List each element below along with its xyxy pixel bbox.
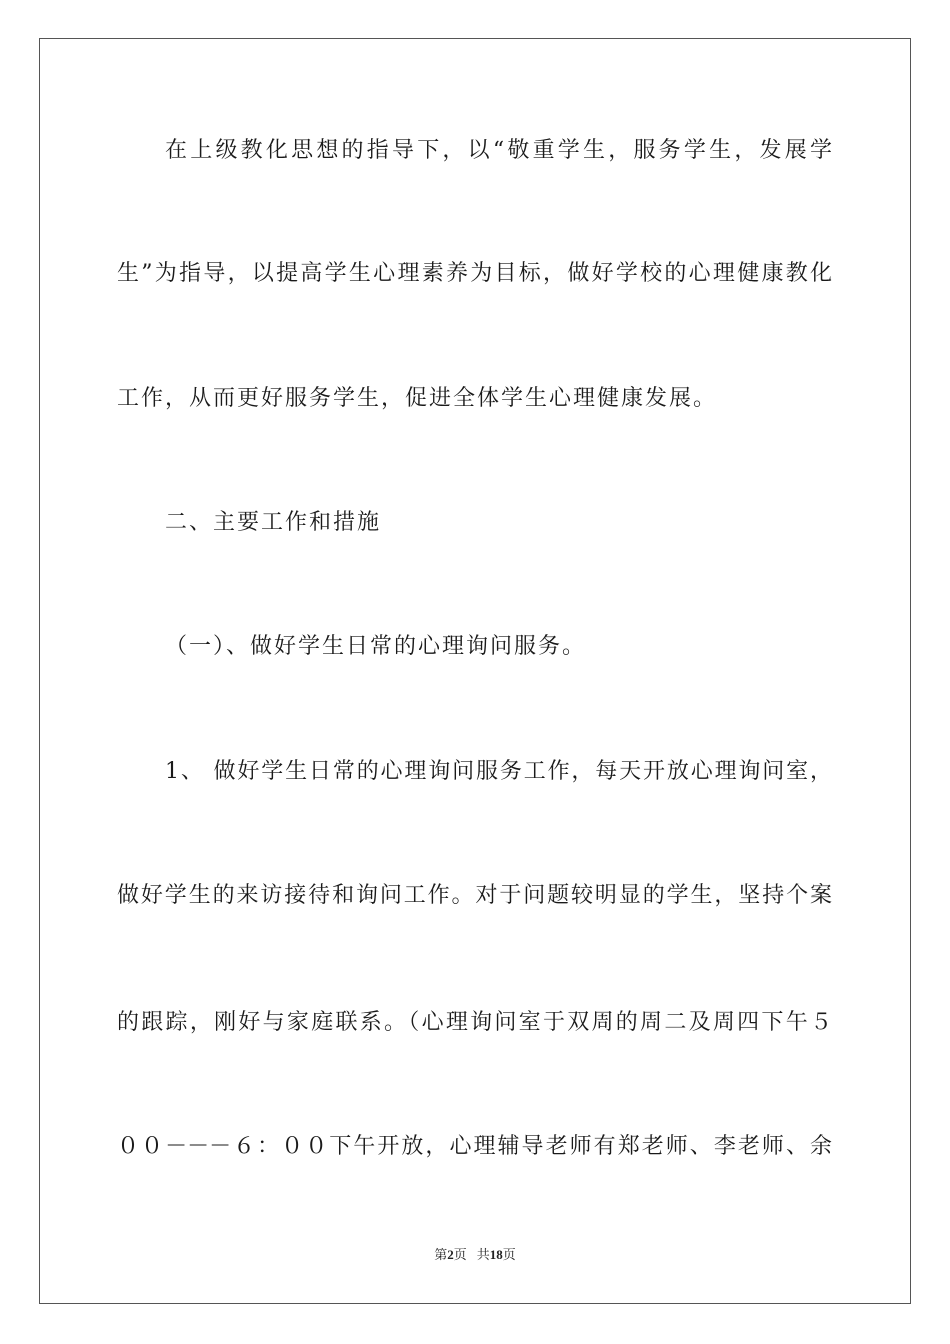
- paragraph-line-2: 生”为指导，以提高学生心理素养为目标，做好学校的心理健康教化: [117, 261, 832, 286]
- paragraph-line-9: ００－－－６：００下午开放，心理辅导老师有郑老师、李老师、余: [117, 1134, 832, 1159]
- page-frame: [39, 38, 911, 1304]
- subsection-heading: （一）、做好学生日常的心理询问服务。: [165, 634, 587, 659]
- paragraph-line-1: 在上级教化思想的指导下，以“敬重学生，服务学生，发展学: [165, 138, 832, 163]
- page-suffix: 页: [453, 1247, 467, 1262]
- paragraph-line-7: 做好学生的来访接待和询问工作。对于问题较明显的学生，坚持个案: [117, 883, 832, 908]
- paragraph-line-3: 工作，从而更好服务学生，促进全体学生心理健康发展。: [117, 386, 718, 411]
- page-prefix: 第: [434, 1247, 448, 1262]
- paragraph-line-6: 1、 做好学生日常的心理询问服务工作，每天开放心理询问室，: [165, 759, 832, 784]
- page-footer: [0, 1246, 950, 1264]
- page-number: 2: [447, 1247, 454, 1262]
- total-prefix: 共: [476, 1247, 490, 1262]
- total-pages: 18: [489, 1247, 503, 1262]
- paragraph-line-8: 的跟踪，刚好与家庭联系。（心理询问室于双周的周二及周四下午５: [117, 1010, 832, 1035]
- section-heading: 二、主要工作和措施: [165, 510, 382, 535]
- total-suffix: 页: [502, 1247, 516, 1262]
